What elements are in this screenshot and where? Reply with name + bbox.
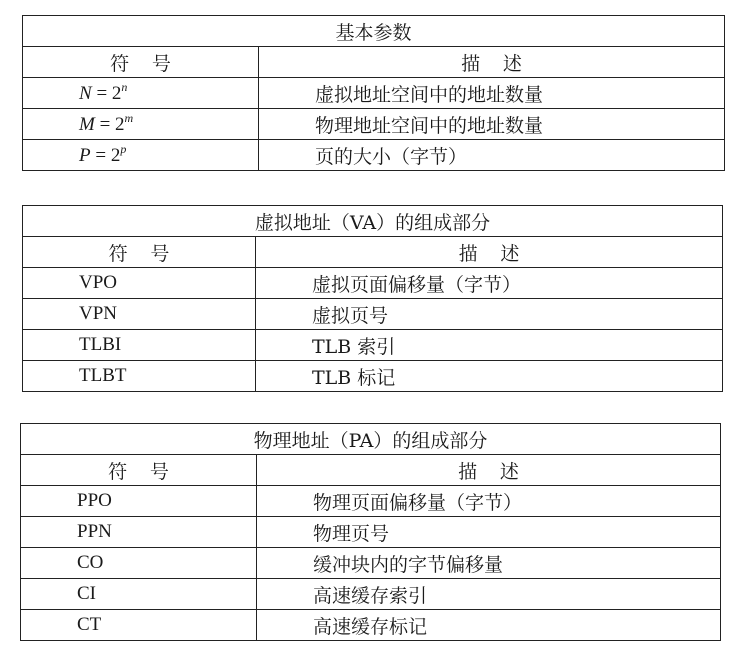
column-header-symbol: 符号	[23, 47, 259, 78]
table-caption: 物理地址（PA）的组成部分	[21, 424, 721, 455]
symbol-variable: N	[79, 82, 92, 104]
table-header-row	[23, 237, 723, 268]
symbol-cell: PPN	[21, 517, 257, 548]
symbol-cell: CT	[21, 610, 257, 641]
column-header-description: 描述	[256, 237, 723, 268]
table-row	[23, 109, 725, 140]
symbol-cell	[23, 109, 259, 140]
column-header-description: 描述	[259, 47, 725, 78]
table-header-row	[21, 455, 721, 486]
description-cell: 页的大小（字节）	[259, 140, 725, 171]
pa-components-table	[20, 423, 721, 641]
table-row	[23, 140, 725, 171]
basic-params-table	[22, 15, 725, 171]
symbol-cell: VPN	[23, 299, 256, 330]
description-cell: 物理页面偏移量（字节）	[257, 486, 721, 517]
table-row	[21, 517, 721, 548]
symbol-cell	[23, 140, 259, 171]
math-symbol	[79, 110, 134, 135]
symbol-variable: M	[79, 113, 95, 135]
symbol-cell: TLBI	[23, 330, 256, 361]
table-row	[23, 361, 723, 392]
symbol-cell	[23, 78, 259, 109]
table-row	[21, 548, 721, 579]
symbol-equals: = 2	[90, 144, 121, 166]
table-row	[23, 78, 725, 109]
table-header-row	[23, 47, 725, 78]
description-cell: 虚拟页面偏移量（字节）	[256, 268, 723, 299]
math-symbol	[79, 79, 128, 104]
description-cell: 虚拟页号	[256, 299, 723, 330]
symbol-variable: P	[79, 144, 91, 166]
column-header-symbol: 符号	[23, 237, 256, 268]
table-row	[23, 330, 723, 361]
table-caption: 虚拟地址（VA）的组成部分	[23, 206, 723, 237]
description-cell: TLB 标记	[256, 361, 723, 392]
symbol-cell: CI	[21, 579, 257, 610]
table-row	[23, 268, 723, 299]
description-cell: 物理页号	[257, 517, 721, 548]
symbol-cell: CO	[21, 548, 257, 579]
symbol-equals: = 2	[94, 113, 125, 135]
table-row	[21, 610, 721, 641]
column-header-symbol: 符号	[21, 455, 257, 486]
description-cell: 高速缓存索引	[257, 579, 721, 610]
table-caption-row	[23, 16, 725, 47]
math-symbol	[79, 141, 127, 166]
table-caption-row	[23, 206, 723, 237]
symbol-equals: = 2	[91, 82, 122, 104]
symbol-exponent: n	[121, 79, 128, 94]
table-caption-row	[21, 424, 721, 455]
symbol-cell: PPO	[21, 486, 257, 517]
table-caption: 基本参数	[23, 16, 725, 47]
symbol-exponent: m	[124, 110, 134, 125]
symbol-exponent: p	[120, 141, 127, 156]
table-row	[21, 486, 721, 517]
table-row	[23, 299, 723, 330]
symbol-cell: VPO	[23, 268, 256, 299]
description-cell: 虚拟地址空间中的地址数量	[259, 78, 725, 109]
column-header-description: 描述	[257, 455, 721, 486]
description-cell: 缓冲块内的字节偏移量	[257, 548, 721, 579]
description-cell: TLB 索引	[256, 330, 723, 361]
description-cell: 物理地址空间中的地址数量	[259, 109, 725, 140]
description-cell: 高速缓存标记	[257, 610, 721, 641]
symbol-cell: TLBT	[23, 361, 256, 392]
table-row	[21, 579, 721, 610]
va-components-table	[22, 205, 723, 392]
